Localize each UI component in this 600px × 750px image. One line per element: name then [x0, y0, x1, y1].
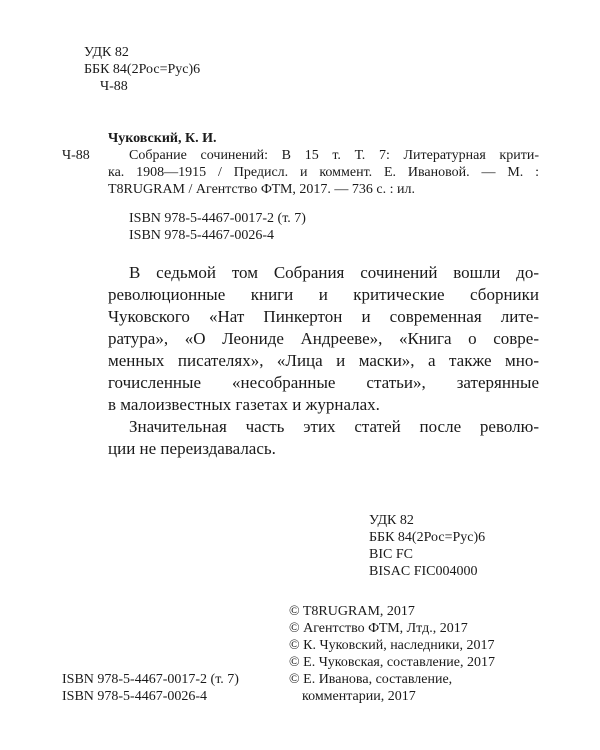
- annotation-line: гочисленные «несобранные статьи», затерянные: [108, 373, 539, 392]
- isbn-bottom-1: ISBN 978-5-4467-0017-2 (т. 7): [62, 672, 239, 687]
- annotation-line: в малоизвестных газетах и журналах.: [108, 395, 380, 414]
- isbn-bottom-2: ISBN 978-5-4467-0026-4: [62, 689, 208, 704]
- bbk-code: ББК 84(2Рос=Рус)6: [84, 62, 201, 77]
- copyright-line: © Е. Чуковская, составление, 2017: [289, 655, 495, 670]
- annotation-line: В седьмой том Собрания сочинений вошли до-: [129, 263, 539, 282]
- classification-udk: УДК 82: [369, 513, 414, 528]
- copyright-line: комментарии, 2017: [302, 689, 416, 704]
- annotation-line: Значительная часть этих статей после револю-: [129, 417, 539, 436]
- copyright-line: © T8RUGRAM, 2017: [289, 604, 415, 619]
- copyright-line: © К. Чуковский, наследники, 2017: [289, 638, 495, 653]
- annotation-line: ратура», «О Леониде Андрееве», «Книга о совре-: [108, 329, 539, 348]
- catalog-description-line-1: Собрание сочинений: В 15 т. Т. 7: Литературная крити-: [129, 148, 539, 163]
- catalog-mark: Ч-88: [62, 148, 90, 163]
- classification-bbk: ББК 84(2Рос=Рус)6: [369, 530, 486, 545]
- annotation-line: менных писателях», «Лица и маски», а также мно-: [108, 351, 539, 370]
- udk-code: УДК 82: [84, 45, 129, 60]
- catalog-author: Чуковский, К. И.: [108, 131, 217, 146]
- classification-bisac: BISAC FIC004000: [369, 564, 478, 579]
- catalog-description-line-2: ка. 1908—1915 / Предисл. и коммент. Е. Ивановой. — М. :: [108, 165, 539, 180]
- annotation-line: Чуковского «Нат Пинкертон и современная лите-: [108, 307, 539, 326]
- copyright-line: © Агентство ФТМ, Лтд., 2017: [289, 621, 468, 636]
- annotation-line: революционные книги и критические сборники: [108, 285, 539, 304]
- annotation-line: ции не переиздавалась.: [108, 439, 276, 458]
- catalog-isbn-2: ISBN 978-5-4467-0026-4: [129, 228, 275, 243]
- author-mark: Ч-88: [100, 79, 128, 94]
- catalog-description-line-3: T8RUGRAM / Агентство ФТМ, 2017. — 736 с. : ил.: [108, 182, 416, 197]
- copyright-line: © Е. Иванова, составление,: [289, 672, 453, 687]
- catalog-isbn-1: ISBN 978-5-4467-0017-2 (т. 7): [129, 211, 306, 226]
- classification-bic: BIC FC: [369, 547, 413, 562]
